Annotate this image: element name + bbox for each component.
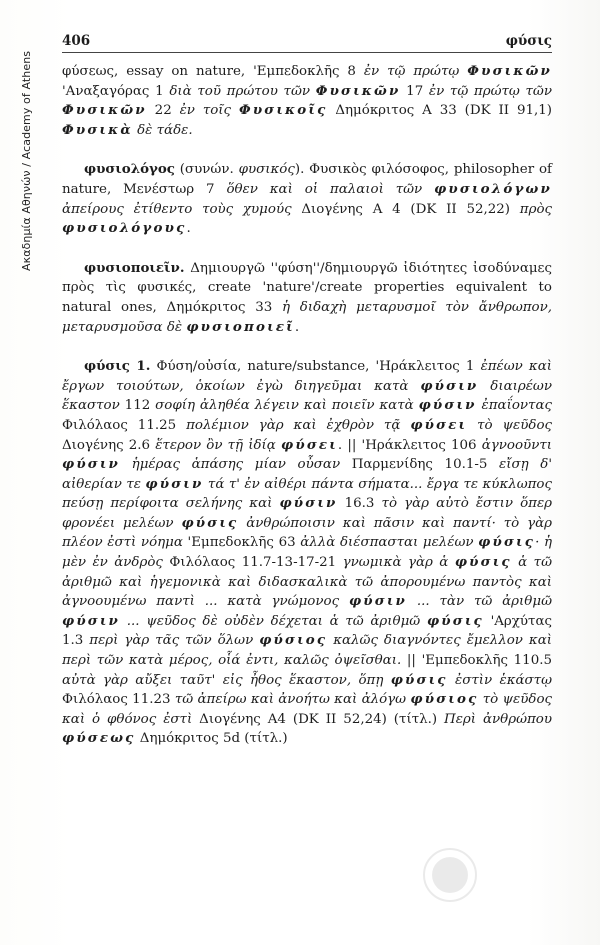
- entry-text: πρὸς: [519, 201, 552, 217]
- entry-text: ὅθεν καὶ οἱ παλαιοὶ τῶν: [226, 181, 435, 197]
- spaced-term: φύσις: [181, 514, 239, 531]
- entry-text: Διογένης 2.6: [62, 437, 156, 453]
- entry-text: Φύση/οὐσία, nature/substance, 'Ηράκλειτος 1: [150, 359, 481, 375]
- entry-text: ἕτερον ὂν τῇ ἰδίᾳ: [155, 437, 282, 453]
- spaced-term: φύσις: [390, 671, 448, 688]
- entry-text: .: [294, 319, 300, 335]
- entry-text: Δημόκριτος Α 33 (DK II 91,1): [327, 103, 553, 119]
- entry-text: περὶ γὰρ τᾶς τῶν ὅλων: [89, 633, 260, 649]
- entry-text: τῶ ἀπείρω καὶ ἀνοήτω καὶ ἀλόγω: [174, 692, 411, 708]
- entry-text: 'Αναξαγόρας 1: [62, 83, 170, 99]
- spaced-term: Φυσικῶν: [315, 82, 401, 99]
- entry-text: . || 'Ηράκλειτος 106: [337, 437, 482, 453]
- entry-text: ἀνθρώποισιν καὶ πᾶσιν καὶ παντί· τὸ γὰρ πλέον ἐστὶ νόημα: [62, 515, 552, 551]
- entry-text: ἡ διδαχὴ μεταρυσμοῖ τὸν ἄνθρωπον, μεταρυσμοῦσα δὲ: [62, 299, 552, 335]
- entry-text: Δημιουργῶ ''φύση''/δημιουργῶ ἰδιότητες ἰσοδύναμες πρὸς τὶς φυσικές, create 'nature'/create properties equivalent to natural ones, Δημόκριτος 33: [62, 260, 552, 315]
- entry-text: · ἡ μὲν ἐν ἀνδρὸς: [62, 535, 552, 571]
- spaced-term: φύσις: [478, 534, 536, 551]
- spaced-term: φύσιν: [348, 593, 407, 610]
- spaced-term: Φυσικὰ: [62, 121, 133, 138]
- dictionary-entry: [62, 357, 552, 749]
- entry-text: ἐπαΐοντας: [476, 398, 552, 414]
- dictionary-entry: [62, 62, 552, 140]
- entry-text: φυσικός: [238, 162, 295, 178]
- entry-text: 'Εμπεδοκλῆς 63: [182, 535, 301, 551]
- entry-text: δὲ τάδε.: [132, 122, 193, 138]
- entry-text: 'Αρχύτας 1.3: [62, 613, 552, 649]
- entry-text: φύσεως, essay on nature, 'Εμπεδοκλῆς 8: [62, 64, 364, 79]
- spaced-term: φυσιολόγους: [62, 220, 187, 237]
- spaced-term: Φυσικῶν: [62, 102, 147, 119]
- entry-text: Δημόκριτος 5d (τίτλ.): [135, 731, 288, 747]
- entry-text: ἐν τῷ πρώτῳ: [363, 64, 468, 79]
- dictionary-entry: [62, 160, 552, 238]
- spaced-term: φύσις: [426, 612, 484, 629]
- spaced-term: φύσιος: [410, 691, 479, 708]
- spaced-term: φύσιν: [62, 612, 121, 629]
- academy-seal-watermark: [420, 845, 540, 905]
- entry-text: Παρμενίδης 10.1-5: [340, 457, 500, 473]
- entry-text: 16.3: [337, 496, 382, 512]
- entry-text: Περὶ ἀνθρώπου: [444, 711, 553, 727]
- entry-text: 112: [119, 398, 156, 414]
- entry-headword: φυσιολόγος: [84, 161, 175, 178]
- entry-text: Φιλόλαος 11.23: [62, 692, 175, 708]
- entry-text: σοφίη ἀληθέα λέγειν καὶ ποιεῖν κατὰ: [155, 398, 419, 414]
- spaced-term: φύσει: [410, 416, 468, 433]
- entry-text: γνωμικὰ γὰρ ἁ: [342, 555, 455, 571]
- entry-text: τὸ ψεῦδος καὶ ὁ φθόνος ἐστὶ: [62, 692, 553, 727]
- spaced-term: φύσις: [454, 554, 512, 571]
- spaced-term: φύσιν: [279, 495, 338, 512]
- spaced-term: φύσιν: [420, 377, 479, 394]
- entry-text: διαιρέων ἕκαστον: [62, 378, 552, 414]
- entry-text: ἀπείρους ἐτίθεντο τοὺς χυμούς: [62, 201, 292, 217]
- entry-text: διὰ τοῦ πρώτου τῶν: [169, 83, 316, 99]
- spaced-term: φυσιολόγων: [434, 180, 552, 197]
- entry-text: ... ψεῦδος δὲ οὐδὲν δέχεται ἁ τῶ ἀριθμῶ: [120, 613, 427, 629]
- page-header: [62, 30, 552, 53]
- spaced-term: Φυσικῶν: [467, 63, 553, 79]
- spaced-term: φύσιν: [145, 475, 204, 492]
- entry-text: 22: [146, 103, 180, 119]
- entry-text: τά τ' ἐν αἰθέρι πάντα σήματα... ἔργα τε κύκλωπος πεύσῃ περίφοιτα σελήνης καὶ: [62, 476, 552, 512]
- entry-text: καλῶς διαγνόντες ἔμελλον καὶ περὶ τῶν κατὰ μέρος, οἷά ἐντι, καλῶς ὀψεῖσθαι.: [62, 633, 552, 669]
- entry-text: τὸ ψεῦδος: [467, 417, 553, 433]
- page-number: 406: [62, 33, 91, 49]
- entry-text: τὸ γὰρ αὐτὸ ἔστιν ὅπερ φρονέει μελέων: [62, 496, 552, 531]
- entry-text: .: [186, 221, 191, 237]
- spaced-term: Φυσικοῖς: [238, 102, 328, 119]
- entry-text: αὐτὰ γὰρ αὔξει ταῦτ' εἰς ἦθος ἕκαστον, ὅπῃ: [62, 672, 391, 688]
- entry-text: ... τὰν τῶ ἀριθμῶ: [407, 594, 552, 610]
- spaced-term: φύσιν: [62, 456, 121, 473]
- dictionary-entry: [62, 259, 552, 337]
- entry-text: ). Φυσικὸς φιλόσοφος, philosopher of nature, Μενέστωρ 7: [62, 162, 552, 197]
- entry-text: ἀλλὰ διέσπασται μελέων: [300, 535, 479, 551]
- entry-text: Διογένης Α4 (DK II 52,24) (τίτλ.): [192, 711, 445, 727]
- entry-text: ἀγνοοῦντι: [481, 437, 552, 453]
- entry-text: || 'Εμπεδοκλῆς 110.5: [401, 653, 552, 669]
- entry-text: ἡμέρας ἁπάσης μίαν οὖσαν: [120, 457, 341, 473]
- entry-text: Διογένης Α 4 (DK II 52,22): [291, 201, 520, 217]
- spaced-term: φύσεως: [62, 730, 136, 747]
- running-title: φύσις: [505, 33, 552, 49]
- entry-headword: φύσις 1.: [84, 358, 151, 375]
- entry-text: ἐστὶν ἑκάστῳ: [447, 672, 552, 688]
- entry-text: ἁ τῶ ἀριθμῶ καὶ ἡγεμονικὰ καὶ διδασκαλικὰ τῶ ἀπορουμένω παντὸς καὶ ἀγνοουμένω παντὶ ... κατὰ γνώμονος: [62, 555, 552, 610]
- entry-text: ἐν τῷ πρώτῳ τῶν: [428, 83, 552, 99]
- entry-headword: φυσιοποιεῖν.: [84, 259, 185, 276]
- entry-text: (συνών.: [174, 162, 239, 178]
- spaced-term: φύσει: [281, 436, 338, 453]
- entry-text: εἴσῃ δ' αἰθερίαν τε: [62, 457, 552, 492]
- entry-text: Φιλόλαος 11.7-13-17-21: [162, 555, 343, 571]
- spaced-term: φύσιν: [418, 397, 477, 414]
- archive-side-label: Ακαδημία Αθηνών / Academy of Athens: [20, 50, 33, 271]
- entry-text: πολέμιον γὰρ καὶ ἐχθρὸν τᾷ: [186, 417, 411, 433]
- entry-text: 17: [400, 83, 429, 99]
- dictionary-text: [62, 62, 552, 769]
- spaced-term: φυσιοποιεῖ: [186, 318, 295, 335]
- entry-text: ἐπέων καὶ ἔργων τοιούτων, ὁκοίων ἐγὼ διηγεῦμαι κατὰ: [62, 359, 552, 394]
- entry-text: ἐν τοῖς: [179, 103, 239, 119]
- entry-text: Φιλόλαος 11.25: [62, 417, 187, 433]
- spaced-term: φύσιος: [259, 632, 328, 649]
